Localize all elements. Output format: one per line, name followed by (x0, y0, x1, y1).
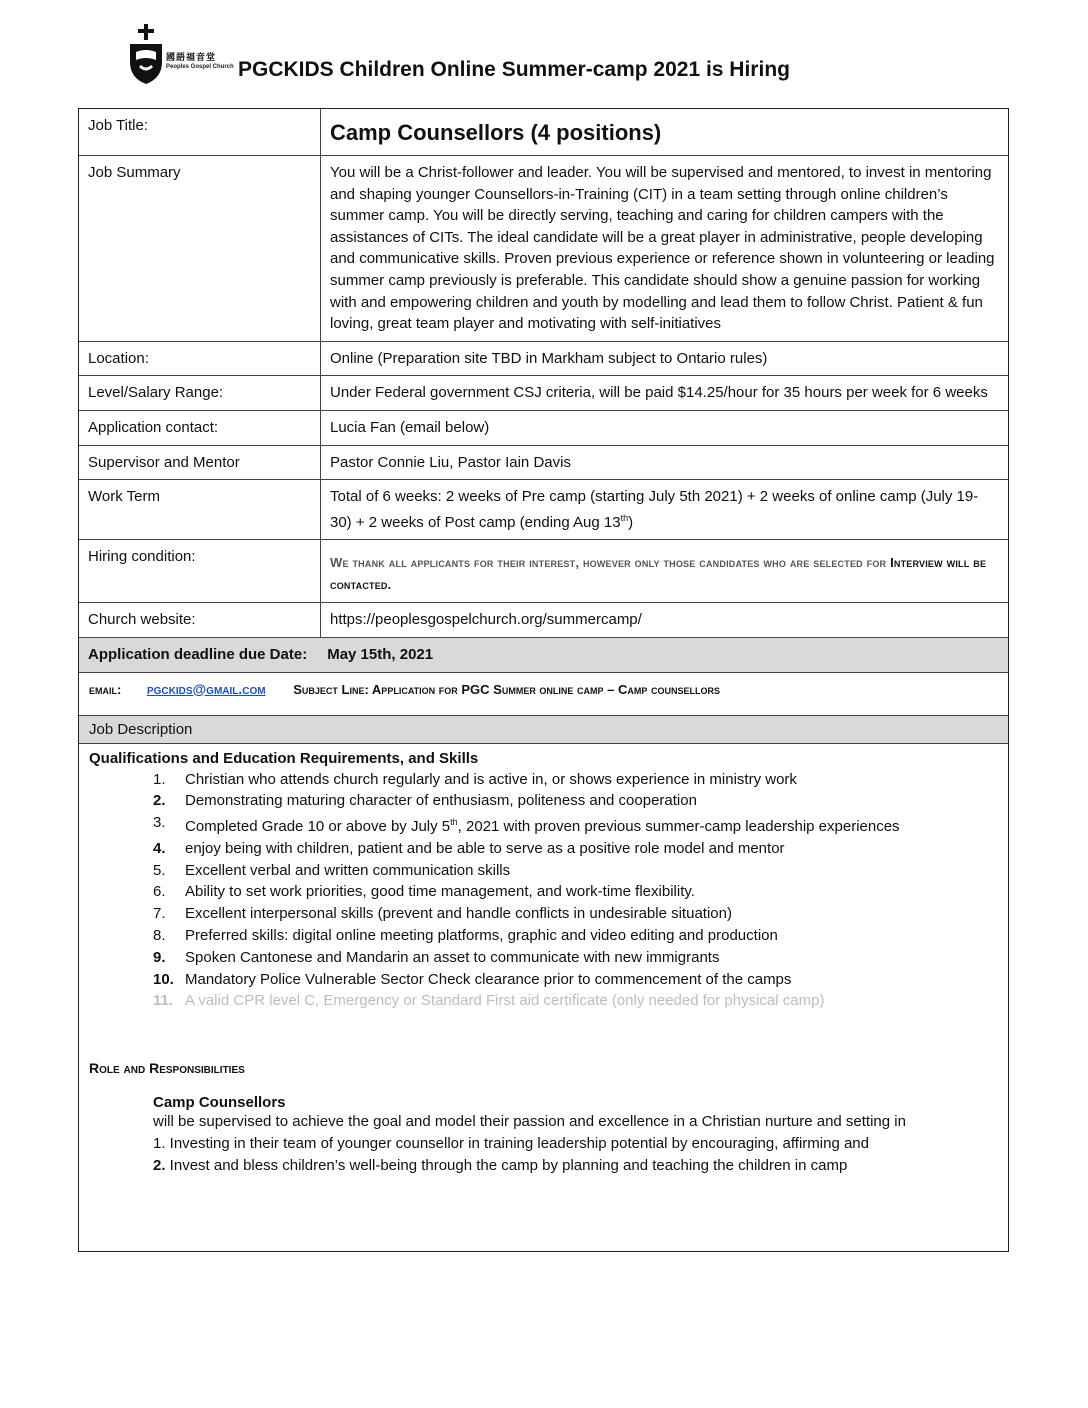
location-row (79, 341, 1008, 376)
hiring-condition-row (79, 540, 1008, 603)
deadline-value: May 15th, 2021 (327, 645, 434, 663)
qualifications-list (89, 769, 998, 1013)
hiring-condition-emphasis: Interview will be contacted. (330, 555, 987, 593)
item-number: 2. (153, 792, 166, 810)
item-text: Spoken Cantonese and Mandarin an asset to communicate with new immigrants (185, 948, 720, 966)
item-text-end: , 2021 with proven previous summer-camp leadership experiences (457, 818, 900, 836)
email-row (79, 673, 1008, 716)
job-title-value: Camp Counsellors (4 positions) (330, 120, 662, 145)
list-item (89, 990, 998, 1012)
list-item (89, 969, 998, 991)
item-text: Demonstrating maturing character of enthusiasm, politeness and cooperation (185, 792, 697, 810)
item-text: Preferred skills: digital online meeting platforms, graphic and video editing and production (185, 927, 778, 945)
contact-label: Application contact: (79, 410, 321, 445)
work-term-text: Total of 6 weeks: 2 weeks of Pre camp (starting July 5th 2021) + 2 weeks of online camp (July 19-30) + 2 weeks of Post camp (ending Aug 13 (330, 488, 979, 531)
item-text: Excellent verbal and written communication skills (185, 861, 511, 879)
item-number: 4. (153, 839, 166, 857)
hiring-condition-text: We thank all applicants for their interest, however only those candidates who are selected for (330, 555, 891, 571)
item-text: enjoy being with children, patient and be able to serve as a positive role model and mentor (185, 839, 785, 857)
contact-value: Lucia Fan (email below) (321, 410, 1009, 445)
email-link[interactable]: pgckids@gmail.com (146, 680, 266, 697)
cross-shield-icon (126, 22, 170, 88)
item-number: 1. (153, 770, 166, 788)
item-text: Christian who attends church regularly and is active in, or shows experience in ministry work (185, 770, 797, 788)
roles-line (153, 1155, 998, 1177)
job-summary-row (79, 156, 1008, 342)
job-title-label: Job Title: (79, 109, 321, 156)
supervisor-label: Supervisor and Mentor (79, 445, 321, 480)
contact-row (79, 410, 1008, 445)
logo-english-text: Peoples Gospel Church (166, 64, 234, 70)
job-description-body (79, 744, 1008, 1178)
hiring-condition-value (330, 546, 999, 596)
item-text: Ability to set work priorities, good time management, and work-time flexibility. (185, 883, 695, 901)
website-value[interactable]: https://peoplesgospelchurch.org/summercamp/ (321, 603, 1009, 638)
work-term-value (321, 480, 1009, 540)
roles-line: 1. Investing in their team of younger counsellor in training leadership potential by encouraging, affirming and (153, 1135, 869, 1153)
roles-line-text: Invest and bless children’s well-being through the camp by planning and teaching the children in camp (165, 1157, 848, 1175)
page-title: PGCKIDS Children Online Summer-camp 2021 is Hiring (238, 58, 790, 81)
item-number: 7. (153, 905, 166, 923)
list-item (89, 903, 998, 925)
list-item (89, 838, 998, 860)
item-text: Excellent interpersonal skills (prevent and handle conflicts in undesirable situation) (185, 905, 732, 923)
list-item (89, 881, 998, 903)
item-number: 5. (153, 861, 166, 879)
roles-subheading: Camp Counsellors (153, 1094, 286, 1112)
roles-line: will be supervised to achieve the goal and model their passion and excellence in a Christian nurture and setting in (153, 1113, 906, 1131)
work-term-sup: th (620, 512, 629, 523)
list-item (89, 812, 998, 838)
work-term-row (79, 480, 1008, 540)
job-description-header: Job Description (79, 716, 1008, 744)
email-subject: Subject Line: Application for PGC Summer online camp – Camp counsellors (293, 681, 720, 697)
qualifications-heading: Qualifications and Education Requirements, and Skills (89, 749, 479, 767)
roles-heading: Role and Responsibilities (89, 1060, 245, 1077)
roles-line-number: 2. (153, 1157, 166, 1175)
item-number: 10. (153, 970, 174, 988)
website-label: Church website: (79, 603, 321, 638)
item-text: Mandatory Police Vulnerable Sector Check clearance prior to commencement of the camps (185, 970, 792, 988)
salary-row (79, 376, 1008, 411)
item-number: 11. (153, 992, 174, 1010)
job-summary-value: You will be a Christ-follower and leader. You will be supervised and mentored, to invest in mentoring and shaping younger Counsellors-in-Training (CIT) in a team setting through online children’s summer camp. You will be directly serving, teaching and caring for children campers with the assistances of CITs. The ideal candidate will be a great player in administrative, people developing and communicative skills. Proven previous experience or reference shown in volunteering or leading summer camp previously is preferable. This candidate should show a genuine passion for working with and empowering children and youth by modelling and lead them to follow Christ. Patient & fun loving, great team player and motivating with self-initiatives (321, 156, 1009, 342)
item-sup: th (450, 817, 458, 828)
website-row (79, 603, 1008, 638)
job-summary-label: Job Summary (79, 156, 321, 342)
deadline-label: Application deadline due Date: (88, 645, 308, 663)
list-item (89, 925, 998, 947)
item-number: 9. (153, 948, 166, 966)
hiring-condition-label: Hiring condition: (79, 540, 321, 603)
location-value: Online (Preparation site TBD in Markham subject to Ontario rules) (321, 341, 1009, 376)
deadline-cell (79, 637, 1008, 672)
item-text: A valid CPR level C, Emergency or Standard First aid certificate (only needed for physical camp) (185, 992, 825, 1010)
supervisor-row (79, 445, 1008, 480)
job-posting-box (78, 108, 1009, 1252)
item-number: 3. (153, 814, 166, 832)
work-term-end: ) (628, 513, 634, 531)
roles-text (89, 1111, 998, 1177)
hiring-condition-cell (321, 540, 1009, 603)
logo-chinese-text: 國語福音堂 (166, 52, 217, 62)
location-label: Location: (79, 341, 321, 376)
work-term-label: Work Term (79, 480, 321, 540)
job-title-cell (321, 109, 1009, 156)
job-title-row (79, 109, 1008, 156)
item-text: Completed Grade 10 or above by July 5 (185, 818, 451, 836)
list-item (89, 947, 998, 969)
deadline-row (79, 637, 1008, 672)
list-item (89, 790, 998, 812)
list-item (89, 860, 998, 882)
job-info-table (79, 109, 1008, 673)
supervisor-value: Pastor Connie Liu, Pastor Iain Davis (321, 445, 1009, 480)
salary-value: Under Federal government CSJ criteria, will be paid $14.25/hour for 35 hours per week for 6 weeks (321, 376, 1009, 411)
email-label: email: (89, 681, 122, 697)
item-number: 8. (153, 927, 166, 945)
item-number: 6. (153, 883, 166, 901)
salary-label: Level/Salary Range: (79, 376, 321, 411)
list-item (89, 769, 998, 791)
